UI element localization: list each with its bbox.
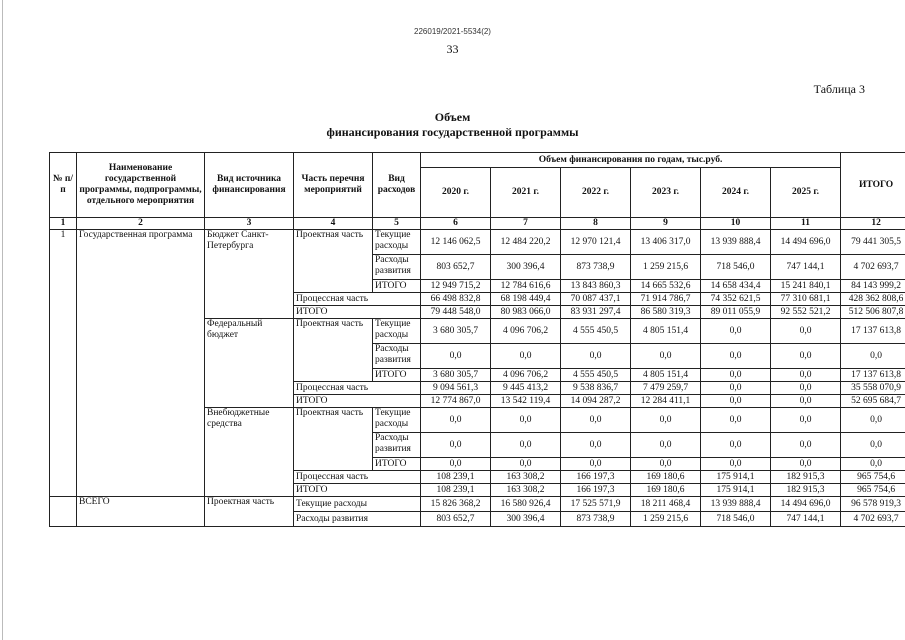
value-cell: 747 144,1 bbox=[771, 255, 841, 280]
expense-current-total: Текущие расходы bbox=[294, 497, 421, 512]
value-cell: 77 310 681,1 bbox=[771, 293, 841, 306]
value-cell: 0,0 bbox=[421, 408, 491, 433]
expense-development: Расходы развития bbox=[373, 255, 421, 280]
header-year-2020: 2020 г. bbox=[421, 168, 491, 218]
part-project: Проектная часть bbox=[294, 230, 373, 293]
header-year-2024: 2024 г. bbox=[701, 168, 771, 218]
program-name: Государственная программа bbox=[77, 230, 205, 497]
value-cell: 873 738,9 bbox=[561, 512, 631, 527]
value-cell: 0,0 bbox=[421, 344, 491, 369]
value-cell: 4 096 706,2 bbox=[491, 369, 561, 382]
value-cell: 747 144,1 bbox=[771, 512, 841, 527]
total-cell: 17 137 613,8 bbox=[841, 369, 905, 382]
value-cell: 9 094 561,3 bbox=[421, 382, 491, 395]
value-cell: 175 914,1 bbox=[701, 484, 771, 497]
total-cell: 35 558 070,9 bbox=[841, 382, 905, 395]
value-cell: 0,0 bbox=[771, 319, 841, 344]
value-cell: 0,0 bbox=[771, 344, 841, 369]
header-years-group: Объем финансирования по годам, тыс.руб. bbox=[421, 153, 841, 168]
financing-table bbox=[49, 152, 905, 527]
value-cell: 300 396,4 bbox=[491, 512, 561, 527]
total-cell: 84 143 999,2 bbox=[841, 280, 905, 293]
source-total-label: ИТОГО bbox=[294, 306, 421, 319]
total-cell: 965 754,6 bbox=[841, 484, 905, 497]
value-cell: 4 096 706,2 bbox=[491, 319, 561, 344]
header-year-2021: 2021 г. bbox=[491, 168, 561, 218]
value-cell: 13 939 888,4 bbox=[701, 497, 771, 512]
value-cell: 0,0 bbox=[771, 369, 841, 382]
value-cell: 0,0 bbox=[701, 458, 771, 471]
value-cell: 4 805 151,4 bbox=[631, 319, 701, 344]
expense-current: Текущие расходы bbox=[373, 230, 421, 255]
value-cell: 14 494 696,0 bbox=[771, 230, 841, 255]
value-cell: 0,0 bbox=[561, 433, 631, 458]
page-number: 33 bbox=[446, 42, 459, 56]
value-cell: 4 555 450,5 bbox=[561, 319, 631, 344]
value-cell: 0,0 bbox=[701, 382, 771, 395]
expense-itogo: ИТОГО bbox=[373, 369, 421, 382]
col-number: 12 bbox=[841, 218, 905, 230]
value-cell: 300 396,4 bbox=[491, 255, 561, 280]
value-cell: 182 915,3 bbox=[771, 471, 841, 484]
total-cell: 0,0 bbox=[841, 433, 905, 458]
column-numbers-row bbox=[50, 218, 905, 230]
part-project-total: Проектная часть bbox=[205, 497, 294, 527]
row-number: 1 bbox=[50, 230, 77, 497]
value-cell: 15 826 368,2 bbox=[421, 497, 491, 512]
value-cell: 0,0 bbox=[631, 433, 701, 458]
source-total-label: ИТОГО bbox=[294, 484, 421, 497]
value-cell: 0,0 bbox=[771, 458, 841, 471]
title-line-1: Объем bbox=[434, 110, 471, 124]
expense-current: Текущие расходы bbox=[373, 408, 421, 433]
header-year-2022: 2022 г. bbox=[561, 168, 631, 218]
header-source: Вид источника финансирования bbox=[205, 153, 294, 218]
part-project: Проектная часть bbox=[294, 319, 373, 382]
value-cell: 0,0 bbox=[771, 382, 841, 395]
value-cell: 12 284 411,1 bbox=[631, 395, 701, 408]
value-cell: 89 011 055,9 bbox=[701, 306, 771, 319]
total-cell: 96 578 919,3 bbox=[841, 497, 905, 512]
value-cell: 16 580 926,4 bbox=[491, 497, 561, 512]
value-cell: 0,0 bbox=[771, 433, 841, 458]
value-cell: 0,0 bbox=[701, 395, 771, 408]
value-cell: 13 939 888,4 bbox=[701, 230, 771, 255]
value-cell: 0,0 bbox=[421, 433, 491, 458]
value-cell: 18 211 468,4 bbox=[631, 497, 701, 512]
col-number: 7 bbox=[491, 218, 561, 230]
value-cell: 169 180,6 bbox=[631, 484, 701, 497]
value-cell: 12 146 062,5 bbox=[421, 230, 491, 255]
value-cell: 0,0 bbox=[631, 408, 701, 433]
page-edge-line bbox=[2, 0, 3, 640]
col-number: 3 bbox=[205, 218, 294, 230]
total-cell: 0,0 bbox=[841, 408, 905, 433]
total-cell: 4 702 693,7 bbox=[841, 512, 905, 527]
value-cell: 0,0 bbox=[491, 458, 561, 471]
value-cell: 3 680 305,7 bbox=[421, 319, 491, 344]
value-cell: 0,0 bbox=[701, 344, 771, 369]
total-cell: 965 754,6 bbox=[841, 471, 905, 484]
value-cell: 14 494 696,0 bbox=[771, 497, 841, 512]
expense-itogo: ИТОГО bbox=[373, 458, 421, 471]
header-expense-type: Вид расходов bbox=[373, 153, 421, 218]
value-cell: 7 479 259,7 bbox=[631, 382, 701, 395]
part-process: Процессная часть bbox=[294, 471, 421, 484]
value-cell: 163 308,2 bbox=[491, 484, 561, 497]
value-cell: 79 448 548,0 bbox=[421, 306, 491, 319]
source-extra-budget: Внебюджетные средства bbox=[205, 408, 294, 497]
value-cell: 74 352 621,5 bbox=[701, 293, 771, 306]
total-cell: 79 441 305,5 bbox=[841, 230, 905, 255]
expense-itogo: ИТОГО bbox=[373, 280, 421, 293]
value-cell: 92 552 521,2 bbox=[771, 306, 841, 319]
part-process: Процессная часть bbox=[294, 293, 421, 306]
value-cell: 14 094 287,2 bbox=[561, 395, 631, 408]
value-cell: 0,0 bbox=[561, 344, 631, 369]
value-cell: 12 784 616,6 bbox=[491, 280, 561, 293]
value-cell: 0,0 bbox=[701, 408, 771, 433]
value-cell: 17 525 571,9 bbox=[561, 497, 631, 512]
col-number: 11 bbox=[771, 218, 841, 230]
value-cell: 718 546,0 bbox=[701, 255, 771, 280]
part-process: Процессная часть bbox=[294, 382, 421, 395]
table-row bbox=[50, 230, 905, 255]
value-cell: 80 983 066,0 bbox=[491, 306, 561, 319]
document-id: 226019/2021-5534(2) bbox=[414, 27, 491, 36]
total-cell: 0,0 bbox=[841, 458, 905, 471]
header-total: ИТОГО bbox=[841, 153, 905, 218]
total-cell: 17 137 613,8 bbox=[841, 319, 905, 344]
value-cell: 0,0 bbox=[771, 408, 841, 433]
value-cell: 15 241 840,1 bbox=[771, 280, 841, 293]
source-spb-budget: Бюджет Санкт-Петербурга bbox=[205, 230, 294, 319]
value-cell: 4 805 151,4 bbox=[631, 369, 701, 382]
table-row bbox=[50, 497, 905, 512]
value-cell: 13 406 317,0 bbox=[631, 230, 701, 255]
grand-total-label: ВСЕГО bbox=[77, 497, 205, 527]
value-cell: 108 239,1 bbox=[421, 471, 491, 484]
col-number: 8 bbox=[561, 218, 631, 230]
total-cell: 52 695 684,7 bbox=[841, 395, 905, 408]
header-row-1 bbox=[50, 153, 905, 168]
value-cell: 0,0 bbox=[771, 395, 841, 408]
value-cell: 803 652,7 bbox=[421, 512, 491, 527]
value-cell: 1 259 215,6 bbox=[631, 512, 701, 527]
value-cell: 803 652,7 bbox=[421, 255, 491, 280]
source-federal-budget: Федеральный бюджет bbox=[205, 319, 294, 408]
total-cell: 428 362 808,6 bbox=[841, 293, 905, 306]
value-cell: 166 197,3 bbox=[561, 484, 631, 497]
source-total-label: ИТОГО bbox=[294, 395, 421, 408]
value-cell: 0,0 bbox=[491, 433, 561, 458]
table-label: Таблица 3 bbox=[813, 82, 865, 96]
table-title bbox=[0, 110, 905, 140]
expense-development: Расходы развития bbox=[373, 433, 421, 458]
value-cell: 0,0 bbox=[631, 458, 701, 471]
value-cell: 9 538 836,7 bbox=[561, 382, 631, 395]
part-project: Проектная часть bbox=[294, 408, 373, 471]
expense-development-total: Расходы развития bbox=[294, 512, 421, 527]
total-cell: 4 702 693,7 bbox=[841, 255, 905, 280]
value-cell: 0,0 bbox=[421, 458, 491, 471]
value-cell: 163 308,2 bbox=[491, 471, 561, 484]
value-cell: 9 445 413,2 bbox=[491, 382, 561, 395]
total-cell: 0,0 bbox=[841, 344, 905, 369]
value-cell: 175 914,1 bbox=[701, 471, 771, 484]
value-cell: 1 259 215,6 bbox=[631, 255, 701, 280]
header-name: Наименование государственной программы, подпрограммы, отдельного мероприятия bbox=[77, 153, 205, 218]
value-cell: 0,0 bbox=[491, 408, 561, 433]
value-cell: 0,0 bbox=[561, 458, 631, 471]
col-number: 10 bbox=[701, 218, 771, 230]
value-cell: 718 546,0 bbox=[701, 512, 771, 527]
value-cell: 68 198 449,4 bbox=[491, 293, 561, 306]
value-cell: 13 542 119,4 bbox=[491, 395, 561, 408]
value-cell: 0,0 bbox=[491, 344, 561, 369]
header-part: Часть перечня мероприятий bbox=[294, 153, 373, 218]
value-cell: 166 197,3 bbox=[561, 471, 631, 484]
col-number: 1 bbox=[50, 218, 77, 230]
header-year-2025: 2025 г. bbox=[771, 168, 841, 218]
value-cell: 0,0 bbox=[631, 344, 701, 369]
value-cell: 108 239,1 bbox=[421, 484, 491, 497]
value-cell: 169 180,6 bbox=[631, 471, 701, 484]
value-cell: 83 931 297,4 bbox=[561, 306, 631, 319]
col-number: 9 bbox=[631, 218, 701, 230]
value-cell: 4 555 450,5 bbox=[561, 369, 631, 382]
col-number: 5 bbox=[373, 218, 421, 230]
value-cell: 66 498 832,8 bbox=[421, 293, 491, 306]
empty-cell bbox=[50, 497, 77, 527]
value-cell: 12 774 867,0 bbox=[421, 395, 491, 408]
value-cell: 12 970 121,4 bbox=[561, 230, 631, 255]
title-line-2: финансирования государственной программы bbox=[326, 125, 579, 139]
value-cell: 70 087 437,1 bbox=[561, 293, 631, 306]
value-cell: 86 580 319,3 bbox=[631, 306, 701, 319]
value-cell: 14 658 434,4 bbox=[701, 280, 771, 293]
value-cell: 13 843 860,3 bbox=[561, 280, 631, 293]
value-cell: 12 949 715,2 bbox=[421, 280, 491, 293]
col-number: 2 bbox=[77, 218, 205, 230]
value-cell: 873 738,9 bbox=[561, 255, 631, 280]
total-cell: 512 506 807,8 bbox=[841, 306, 905, 319]
value-cell: 0,0 bbox=[701, 319, 771, 344]
value-cell: 14 665 532,6 bbox=[631, 280, 701, 293]
expense-current: Текущие расходы bbox=[373, 319, 421, 344]
value-cell: 182 915,3 bbox=[771, 484, 841, 497]
expense-development: Расходы развития bbox=[373, 344, 421, 369]
col-number: 4 bbox=[294, 218, 373, 230]
col-number: 6 bbox=[421, 218, 491, 230]
header-num: № п/п bbox=[50, 153, 77, 218]
value-cell: 12 484 220,2 bbox=[491, 230, 561, 255]
value-cell: 71 914 786,7 bbox=[631, 293, 701, 306]
header-year-2023: 2023 г. bbox=[631, 168, 701, 218]
value-cell: 0,0 bbox=[701, 369, 771, 382]
value-cell: 0,0 bbox=[701, 433, 771, 458]
value-cell: 0,0 bbox=[561, 408, 631, 433]
value-cell: 3 680 305,7 bbox=[421, 369, 491, 382]
